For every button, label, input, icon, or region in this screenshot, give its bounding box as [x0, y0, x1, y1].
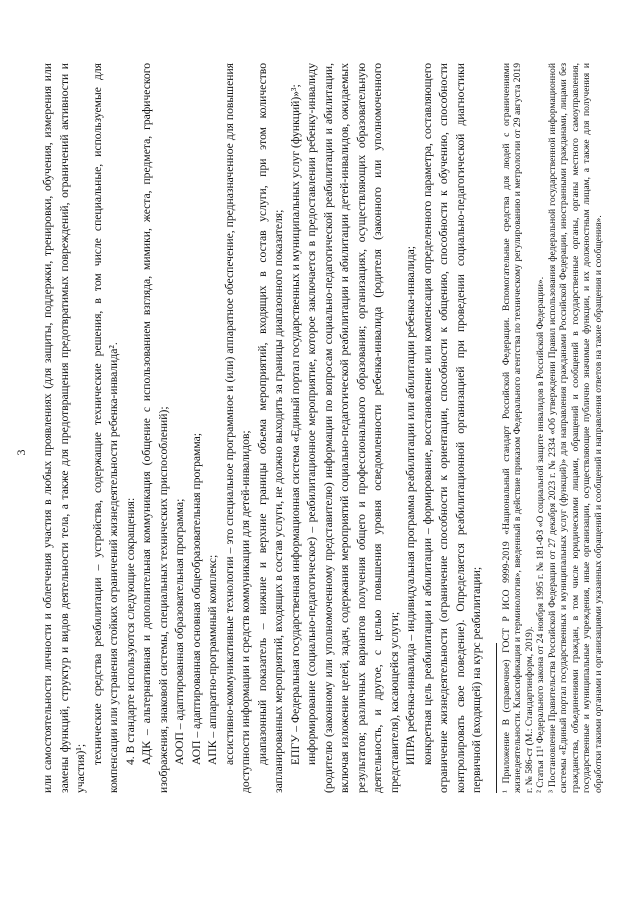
- footnote-3: ³ Постановление Правительства Российской Федерации от 27 декабря 2023 г. № 2334 «Об утверждении Правил использования федеральной государственной информационной системы «Единый портал государственных и муниципальных услуг (функций)» для направления гражданами Российской Федерации, иностранными гражданами, лицами без гражданства, объединениями граждан, в том числе юридическими лицами, обращений и сообщений в государственные органы, органы местного самоуправления, государственные и муниципальные учреждения, иные организации, осуществляющие публично значимые функции, и их должностным лицам, а также для получения и обработки такими органами и организациями указанных обращений и сообщений и направления ответов на такие обращения и сообщения».: [546, 63, 604, 793]
- page-number: 3: [14, 449, 28, 456]
- paragraph-abbreviations-heading: 4. В стандарте используются следующие сокращения:: [123, 497, 137, 765]
- paragraph-aop: АОП – адаптированная основная общеобразовательная программа;: [189, 433, 203, 765]
- paragraph-epgu: ЕПГУ – Федеральная государственная информационная система «Единый портал государственных и муниципальных услуг (функций)»³;: [288, 84, 302, 765]
- paragraph-adk: АДК – альтернативная и дополнительная коммуникация (общение с использованием взгляда, мимики, жеста, предмета, графического изображения, знаковой системы, специальных технических приспособлений);: [140, 63, 170, 793]
- document-body: [40, 63, 604, 793]
- footnote-divider: [496, 643, 497, 793]
- paragraph-ipra: ИПРА ребенка-инвалида – индивидуальная программа реабилитации или абилитации ребенка-инвалида;: [404, 246, 417, 765]
- footnote-2: ² Статья 11¹ Федерального закона от 24 ноября 1995 г. № 181-ФЗ «О социальной защите инвалидов в Российской Федерации».: [535, 276, 546, 793]
- paragraph-range-indicator: диапазонный показатель – нижние и верхние границы объема мероприятий, входящих в состав услуги, при этом количество запланированных мероприятий, входящих в состав услуги, не должно выходить за границы диапазонного показателя;: [255, 63, 285, 793]
- paragraph-apk: АПК – аппаратно-программный комплекс;: [206, 554, 219, 765]
- paragraph-aoop: АООП – адаптированная образовательная программа;: [173, 498, 186, 765]
- footnote-1: ¹ Приложение В (справочное) ГОСТ Р ИСО 9999-2019 «Национальный стандарт Российской Федерации. Вспомогательные средства для людей с ограничениями жизнедеятельности. Классификация и терминология», введенный в действие приказом Федерального агентства по техническому регулированию и метрологии от 29 августа 2019 г. № 586-ст (М.: Стандартинформ, 2019).: [500, 63, 535, 793]
- paragraph-assistive-tech: ассистивно-коммуникативные технологии – это специальное программное и (или) аппаратное обеспечение, предназначенное для повышения доступности информации и средств коммуникации для детей-инвалидов;: [222, 63, 252, 793]
- paragraph-informing: информирование (социально-педагогическое) – реабилитационное мероприятие, которое заключается в предоставлении ребенку-инвалиду (родителю (законному или уполномоченному представителю) информации по вопросам социально-педагогической реабилитации и абилитации, включая изложение целей, задач, содержания мероприятий социально-педагогической реабилитации и абилитации детей-инвалидов, ожидаемых результатов; различных вариантов получения общего и профессионального образования; организациях, осуществляющих образовательную деятельность, и другое, с целью повышения уровня осведомленности ребенка-инвалида (родителя (законного или уполномоченного представителя), касающейся услуги;: [305, 63, 401, 793]
- footnotes: [501, 63, 605, 793]
- paragraph-technical-means: технические средства реабилитации – устройства, содержащие технические решения, в том числе специальные, используемые для компенсации или устранения стойких ограничений жизнедеятельности ребенка-инвалида².: [90, 63, 120, 793]
- paragraph-specific-goal: конкретная цель реабилитации и абилитации – формирование, восстановление или компенсация определенного параметра, составляющего ограничение жизнедеятельности (ограничение способности к ориентации, способности к общению, способности к обучению, способности контролировать свое поведение). Определяется реабилитационной организацией при проведении социально-педагогической диагностики первичной (входящей) на курс реабилитации;: [420, 63, 483, 793]
- paragraph-definition-continuation: или самостоятельности личности и облегчения участия в любых проявлениях (для защиты, поддержки, тренировки, обучения, измерения или замены функций, структур и видов деятельности тела, а также для предотвращения предотвратимых повреждений, ограничений активности и участия)¹;: [41, 63, 87, 793]
